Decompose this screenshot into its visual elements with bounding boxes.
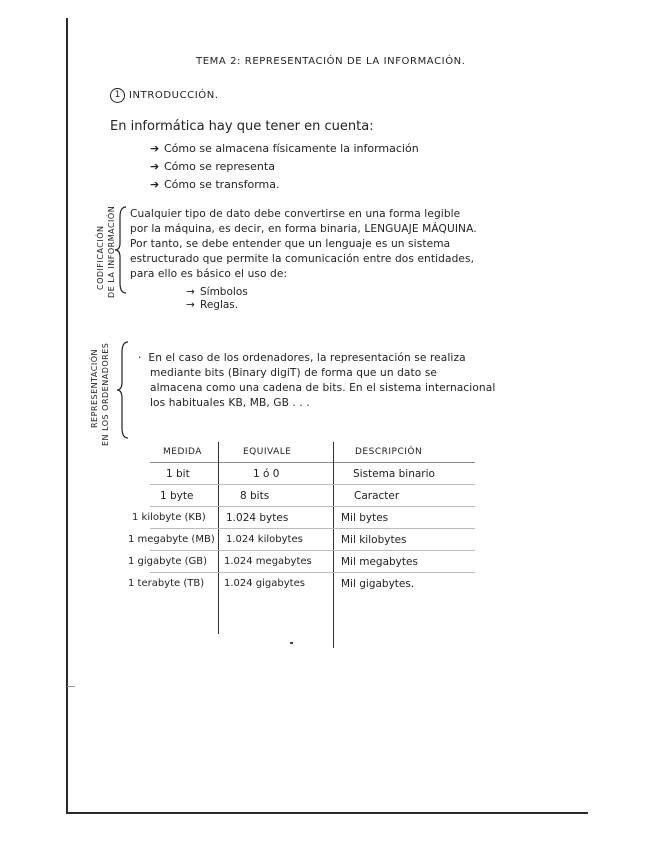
bullet-item: ➔ Cómo se transforma. (150, 178, 280, 191)
side-label-representacion-2: EN LOS ORDENADORES (101, 342, 110, 446)
table-cell: 1 gigabyte (GB) (128, 556, 208, 567)
bullet-item: ➔ Cómo se almacena físicamente la información (150, 142, 419, 155)
table-cell: 1 ó 0 (253, 468, 280, 480)
section-number-circle: 1 (110, 88, 125, 103)
table-header: MEDIDA (163, 447, 202, 457)
table-cell: Mil kilobytes (341, 534, 407, 546)
paragraph-line: los habituales KB, MB, GB . . . (150, 397, 310, 409)
table-cell: Caracter (354, 490, 400, 502)
table-cell: 1.024 bytes (226, 512, 289, 524)
side-label-representacion: REPRESENTACIÓN (90, 349, 99, 428)
left-brace-icon (116, 340, 130, 440)
bullet-item: ➔ Cómo se representa (150, 160, 275, 173)
bullet-dot-icon: · (138, 352, 149, 364)
arrow-icon: ➔ (150, 160, 160, 173)
arrow-icon: ➔ (150, 178, 160, 191)
side-label-codificacion: CODIFICACIÓN (96, 225, 105, 290)
table-cell: 8 bits (240, 490, 270, 502)
paragraph-line: para ello es básico el uso de: (130, 268, 288, 280)
table-cell: 1 terabyte (TB) (128, 578, 205, 589)
table-cell: 1 bit (166, 468, 190, 480)
paragraph-line: mediante bits (Binary digiT) de forma que un dato se (150, 367, 438, 379)
arrow-icon: ➔ (150, 142, 160, 155)
table-divider (150, 550, 475, 551)
sub-item: → Símbolos (186, 286, 248, 298)
table-cell: 1 byte (160, 490, 194, 502)
table-cell: 1 kilobyte (KB) (132, 512, 206, 523)
table-column-divider (218, 442, 219, 634)
notebook-page (66, 18, 588, 814)
table-cell: Mil gigabytes. (341, 578, 415, 590)
arrow-icon: → (186, 299, 195, 311)
paragraph-line: · En el caso de los ordenadores, la representación se realiza (138, 352, 466, 364)
paragraph-line: almacena como una cadena de bits. En el sistema internacional (150, 382, 496, 394)
table-cell: 1 megabyte (MB) (128, 534, 215, 545)
table-cell: Mil bytes (341, 512, 389, 524)
section-heading: INTRODUCCIÓN. (129, 90, 219, 101)
table-divider (150, 572, 475, 573)
paragraph-line: estructurado que permite la comunicación entre dos entidades, (130, 253, 475, 265)
pen-mark (290, 642, 293, 644)
table-header: EQUIVALE (243, 447, 292, 457)
table-divider (150, 506, 475, 507)
side-label-codificacion-2: DE LA INFORMACIÓN (107, 205, 116, 298)
pen-mark (67, 686, 75, 687)
page-title: TEMA 2: REPRESENTACIÓN DE LA INFORMACIÓN. (196, 56, 466, 67)
table-cell: 1.024 kilobytes (226, 534, 303, 545)
paragraph-line: por la máquina, es decir, en forma binaria, LENGUAJE MÁQUINA. (130, 223, 477, 235)
arrow-icon: → (186, 286, 195, 298)
table-cell: Sistema binario (353, 468, 435, 480)
paragraph-line: Cualquier tipo de dato debe convertirse en una forma legible (130, 208, 461, 220)
table-divider (150, 528, 475, 529)
table-cell: 1.024 gigabytes (224, 578, 305, 589)
table-divider (150, 484, 475, 485)
table-header: DESCRIPCIÓN (355, 447, 423, 457)
lead-sentence: En informática hay que tener en cuenta: (110, 119, 374, 134)
table-cell: Mil megabytes (341, 556, 418, 568)
sub-item: → Reglas. (186, 299, 239, 311)
left-brace-icon (114, 205, 128, 295)
table-divider (150, 462, 475, 463)
paragraph-line: Por tanto, se debe entender que un lenguaje es un sistema (130, 238, 451, 250)
table-column-divider (333, 442, 334, 648)
table-cell: 1.024 megabytes (224, 556, 312, 567)
